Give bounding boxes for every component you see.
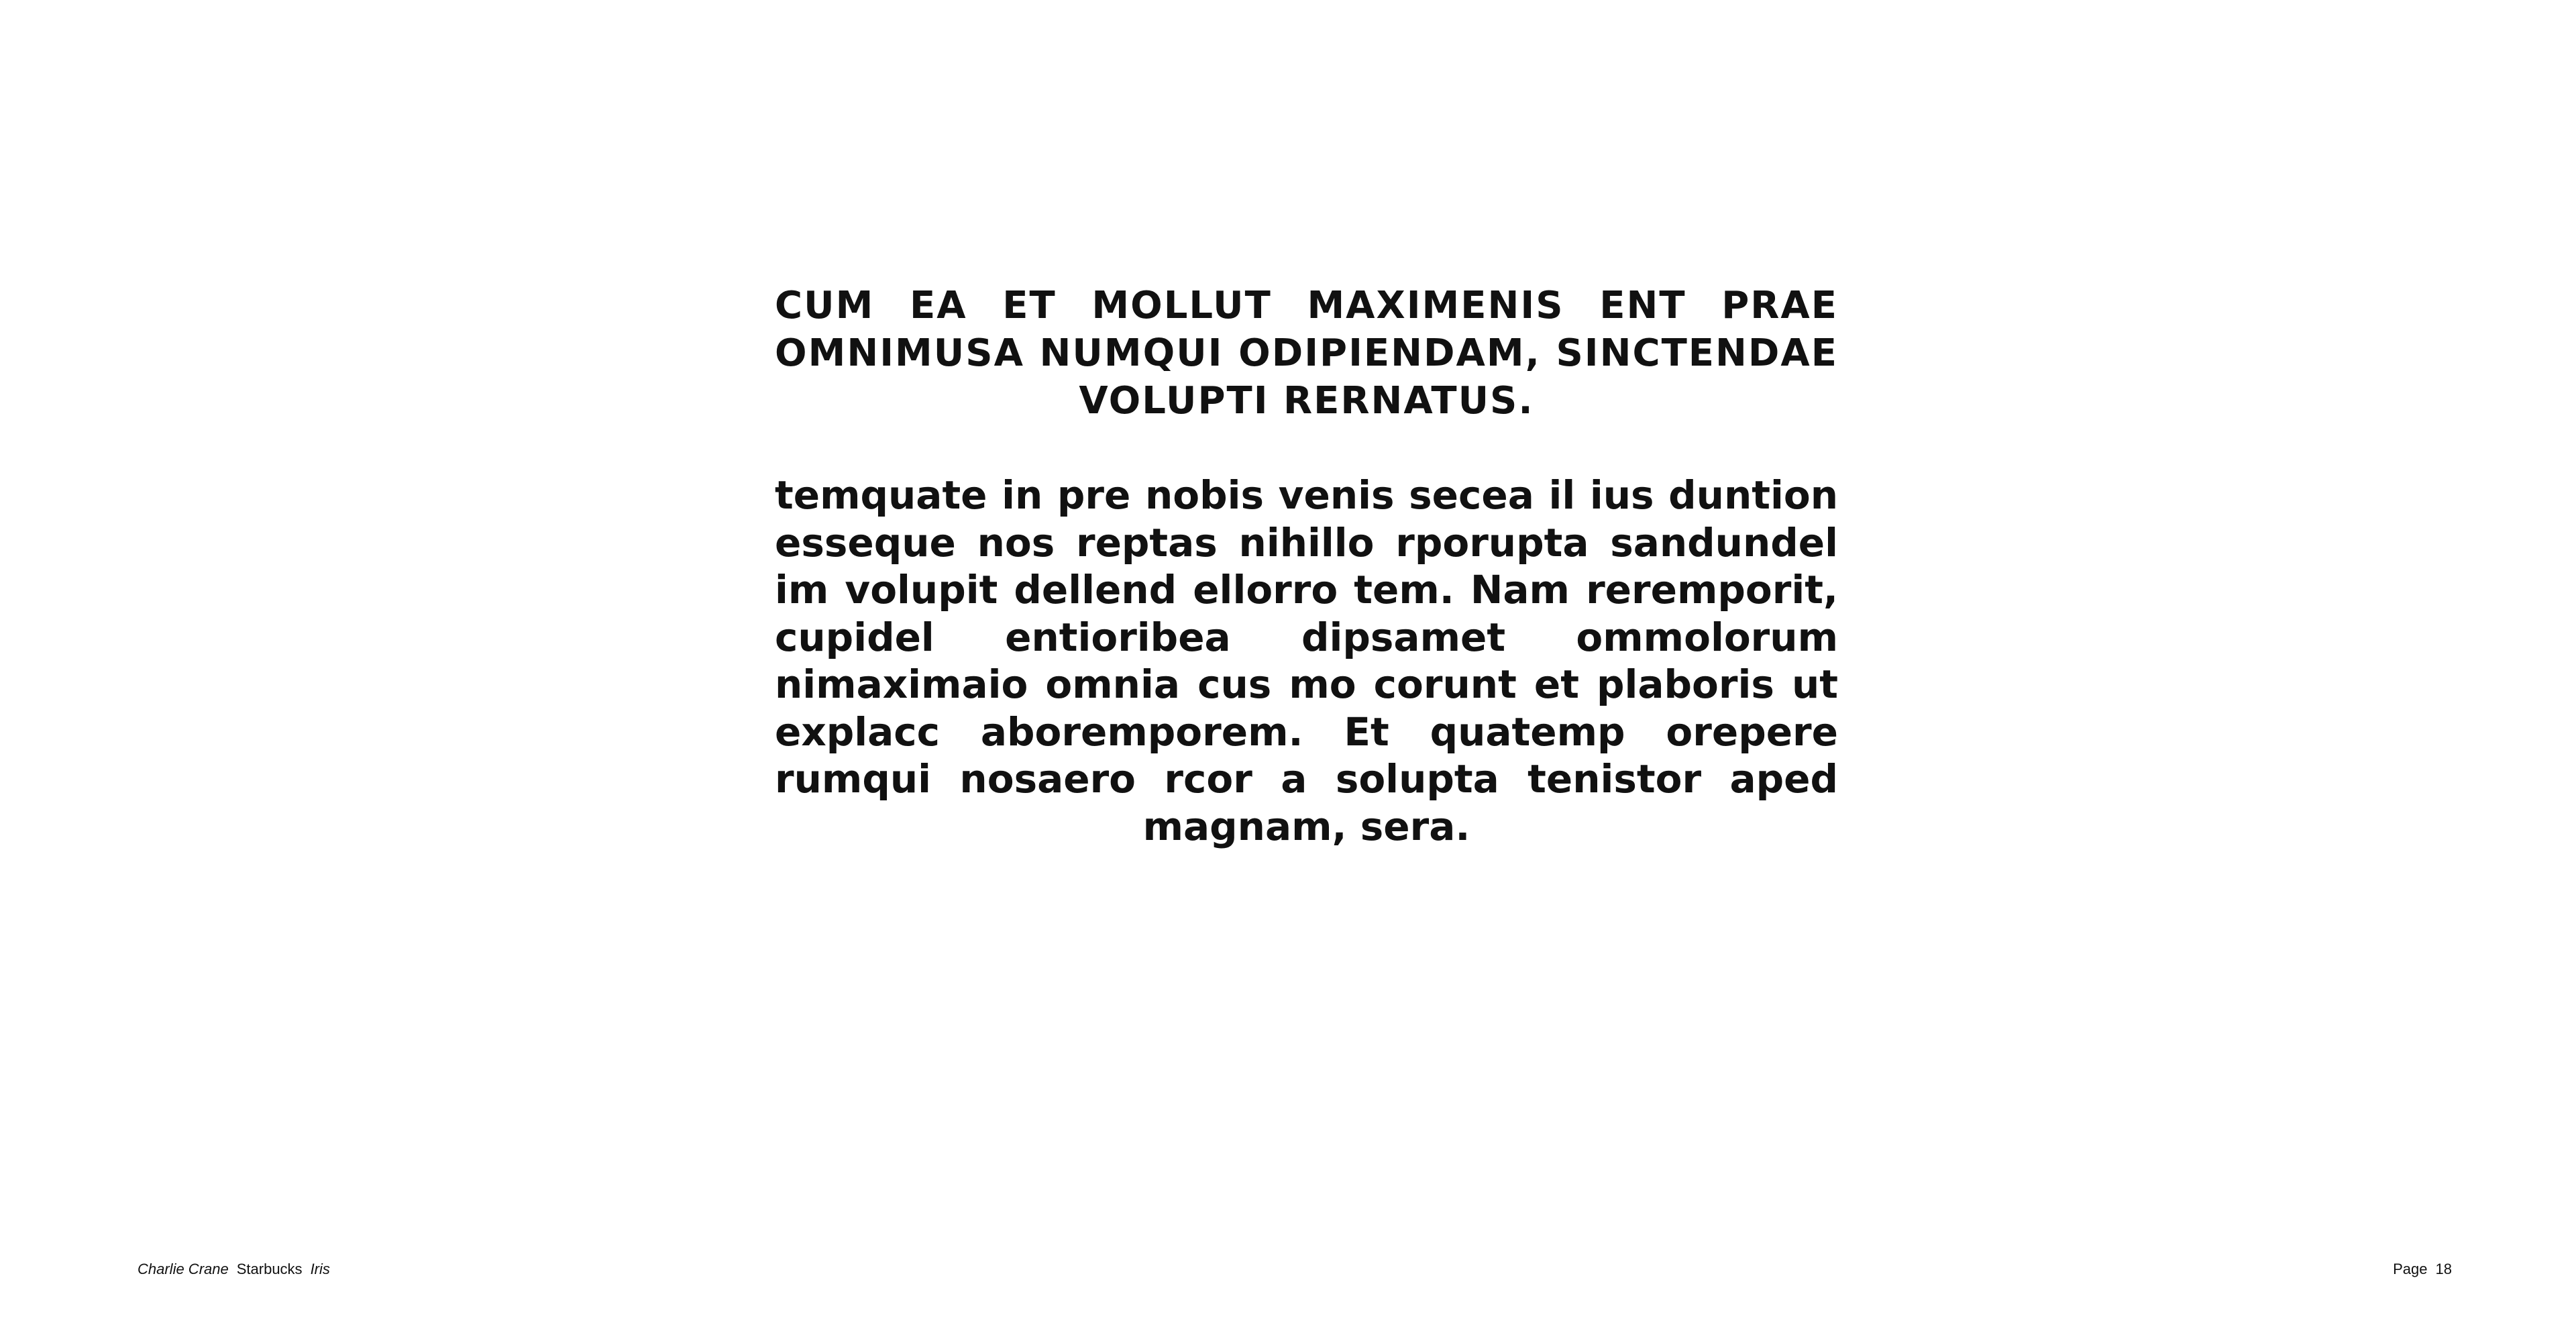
footer-page-number [2393,1261,2452,1278]
footer-author: Charlie Crane [138,1261,229,1277]
footer-project: Iris [310,1261,330,1277]
page-number: 18 [2435,1261,2452,1277]
body-paragraph: temquate in pre nobis venis secea il ius duntion esseque nos reptas nihillo rporupta sandundel im volupit dellend ellorro tem. Nam reremporit, cupidel entioribea dipsamet ommolorum nimaximaio omnia cus mo corunt et plaboris ut explacc aboremporem. Et quatemp orepere rumqui nosaero rcor a solupta tenistor aped magnam, sera. [775,472,1838,849]
page-heading: CUM EA ET MOLLUT MAXIMENIS ENT PRAE OMNIMUSA NUMQUI ODIPIENDAM, SINCTENDAE VOLUPTI RERNATUS. [775,284,1838,423]
footer-brand: Starbucks [236,1261,303,1277]
page-label: Page [2393,1261,2428,1277]
main-content [775,282,1838,850]
footer-credits [138,1261,330,1278]
